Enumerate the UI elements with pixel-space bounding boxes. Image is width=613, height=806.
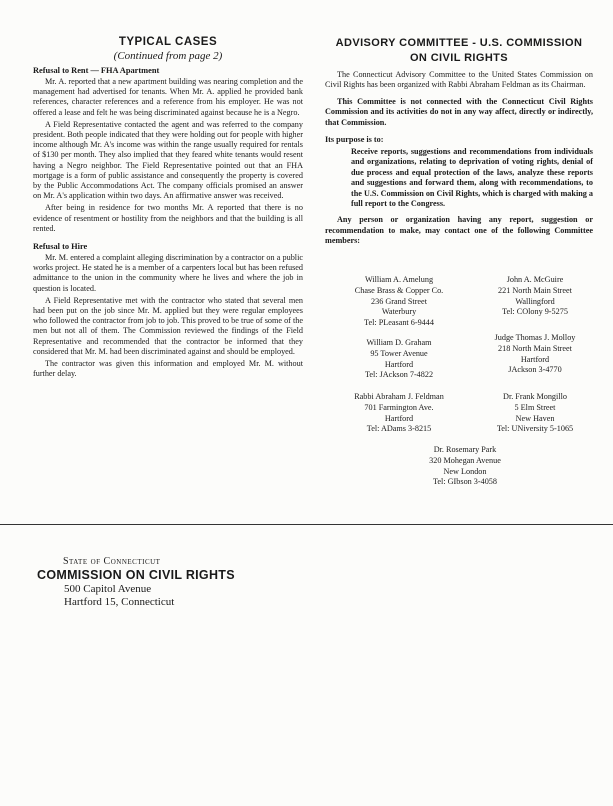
member-card	[475, 392, 595, 435]
member-line: 5 Elm Street	[514, 402, 556, 412]
member-card	[475, 275, 595, 318]
paragraph-bold: This Committee is not connected with the Connecticut Civil Rights Commission and its activities do not in any way affect, directly or indirectly, that Commission.	[325, 96, 593, 127]
member-card	[334, 392, 464, 435]
paragraph: The contractor was given this information and employed Mr. M. without further delay.	[33, 359, 303, 379]
advisory-committee-column	[325, 36, 593, 247]
member-name: William D. Graham	[366, 338, 432, 347]
title-line-1: ADVISORY COMMITTEE - U.S. COMMISSION	[335, 37, 583, 49]
member-line: 320 Mohegan Avenue	[429, 455, 501, 465]
member-line: Hartford	[520, 354, 550, 364]
member-line: 218 North Main Street	[498, 343, 572, 353]
member-name: John A. McGuire	[506, 275, 564, 284]
member-phone: Tel: GIbson 3-4058	[432, 477, 497, 487]
member-line: 221 North Main Street	[498, 285, 572, 295]
member-card	[400, 445, 530, 488]
paragraph: A Field Representative met with the contractor who stated that several men had been put on the job since Mr. M. applied but they were regular employees who followed the contractor from job to job. This proved to be true of some of the men but not all of them. The Commission reviewed the findings of the Field Representative and recommended that the contractor be informed that they considered that Mr. M. had been discriminated against and should be employed.	[33, 295, 303, 356]
paragraph: Mr. A. reported that a new apartment building was nearing completion and the management had advertised for tenants. When Mr. A. applied he provided bank references, character references and a reference from his employer. He was not offered a lease and felt he was being discriminated against because he is a Negro.	[33, 77, 303, 117]
purpose-text: Receive reports, suggestions and recommendations from individuals and organizations, relating to deprivation of voting rights, denial of due process and equal protection of the laws, analyze these reports and suggestions and forward them, along with recommendations, to the U.S. Commission on Civil Rights, which is charged with making a full report to the Congress.	[351, 147, 594, 209]
contact-paragraph: Any person or organization having any report, suggestion or recommendation to make, may contact one of the following Committee members:	[325, 215, 593, 246]
member-phone: Tel: ADams 3-8215	[366, 424, 432, 434]
member-line: 236 Grand Street	[371, 296, 427, 306]
member-line: Hartford	[384, 413, 414, 423]
member-name: William A. Amelung	[364, 275, 434, 284]
member-line: Waterbury	[381, 307, 417, 317]
member-phone: Tel: COlony 9-5275	[502, 307, 568, 317]
street-address: 500 Capitol Avenue	[64, 583, 152, 595]
paragraph: A Field Representative contacted the agent and was referred to the company president. Both people indicated that they were holding out for people with higher income although Mr. A's income was within the range usually required for rentals of $130 per month. They also implied that they feared white tenants would resent having a Negro neighbor. The Field Representative pointed out that an FHA mortgage is a form of public assistance and consequently the property is covered by the Public Accommodations Act. The company officials promised an answer on Mr. A's application within two days. An affirmative answer was received.	[33, 119, 303, 201]
member-line: New Haven	[515, 413, 555, 423]
member-card	[475, 333, 595, 376]
member-line: Wallingford	[515, 296, 555, 306]
member-card	[334, 275, 464, 329]
member-name: Dr. Rosemary Park	[433, 445, 497, 454]
advisory-committee-title	[325, 36, 593, 66]
paragraph: After being in residence for two months Mr. A reported that there is no evidence of resentment or hostility from the neighbors and that the building is all rented.	[33, 203, 303, 233]
continued-note: (Continued from page 2)	[113, 50, 223, 62]
member-line: 701 Farmington Ave.	[364, 402, 434, 412]
member-line: Hartford	[384, 359, 414, 369]
section-heading-refusal-to-rent: Refusal to Rent — FHA Apartment	[33, 66, 160, 75]
state-line: State of Connecticut	[63, 556, 161, 567]
member-phone: Tel: PLeasant 6-9444	[364, 318, 434, 328]
city-address: Hartford 15, Connecticut	[64, 596, 175, 608]
member-name: Dr. Frank Mongillo	[503, 392, 567, 401]
member-card	[334, 338, 464, 381]
member-line: 95 Tower Avenue	[370, 348, 428, 358]
member-line: New London	[443, 466, 487, 476]
member-phone: JAckson 3-4770	[508, 365, 562, 375]
typical-cases-title: TYPICAL CASES	[118, 36, 218, 48]
member-line: Chase Brass & Copper Co.	[354, 285, 444, 295]
title-line-2: ON CIVIL RIGHTS	[409, 52, 509, 64]
paragraph: Mr. M. entered a complaint alleging discrimination by a contractor on a public works project. He stated he is a member of a carpenters local but has been refused admittance to the union in the community where he lives and where the job in question is located.	[33, 253, 303, 293]
return-address	[37, 555, 235, 609]
commission-name: COMMISSION ON CIVIL RIGHTS	[37, 568, 235, 582]
member-name: Rabbi Abraham J. Feldman	[354, 392, 444, 401]
paragraph: The Connecticut Advisory Committee to the United States Commission on Civil Rights has been organized with Rabbi Abraham Feldman as its Chairman.	[325, 70, 593, 90]
fold-divider	[0, 524, 613, 525]
member-phone: Tel: UNiversity 5-1065	[496, 424, 574, 434]
member-phone: Tel: JAckson 7-4822	[364, 370, 434, 380]
typical-cases-column	[33, 36, 303, 381]
purpose-heading: Its purpose is to:	[325, 135, 384, 145]
member-name: Judge Thomas J. Molloy	[494, 333, 576, 342]
section-heading-refusal-to-hire: Refusal to Hire	[33, 242, 88, 252]
